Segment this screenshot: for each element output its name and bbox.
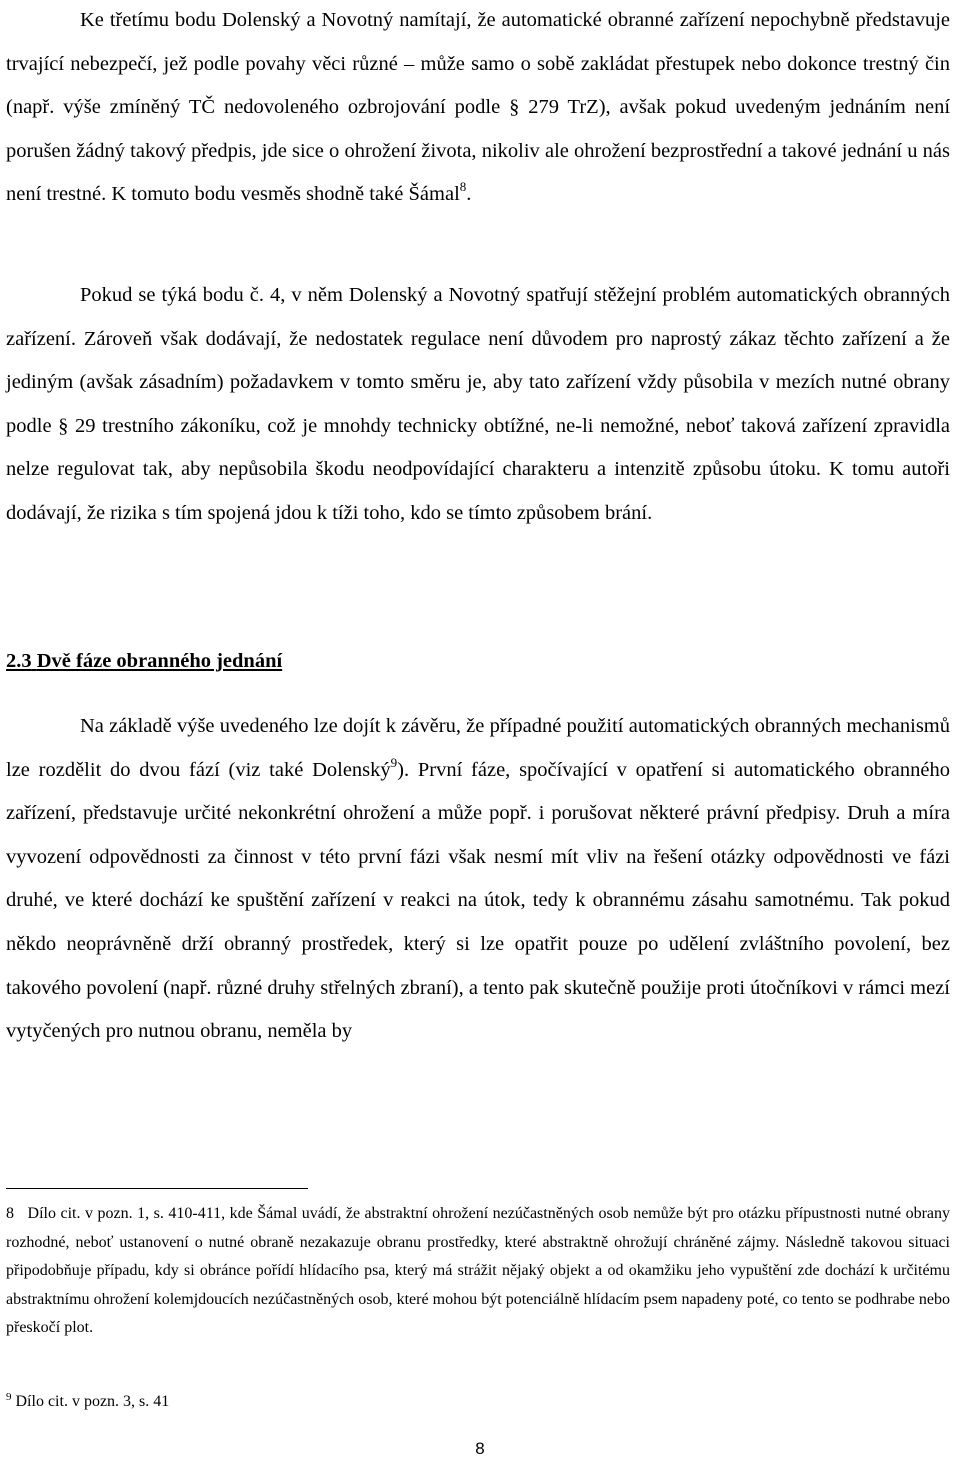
paragraph-1-text-b: 279 TrZ), avšak pokud uvedeným jednáním není porušen žádný takový předpis, jde sice o ohrožení života, nikoliv ale ohrožení bezprostřední a takové jednání u nás není trestné. K tomuto bodu vesměs shodně také Šámal [6,96,951,206]
section-sign-icon: § [509,96,520,119]
footnote-9-number: 9 [6,1391,12,1403]
paragraph-2-text-a: Pokud se týká bodu č. 4, v něm Dolenský a Novotný spatřují stěžejní problém automatických obranných zařízení. Zároveň však dodávají, že nedostatek regulace není důvodem pro naprostý zákaz těchto zařízení a že jediným (avšak zásadním) požadavkem v tomto směru je, aby tato zařízení vždy působila v mezích nutné obrany podle [6,284,950,437]
footnote-9 [6,1388,950,1417]
footnote-8-number: 8 [6,1205,14,1222]
paragraph-2 [6,274,950,536]
paragraph-1-end: . [466,183,472,206]
footnote-8-text: Dílo cit. v pozn. 1, s. 410-411, kde Šámal uvádí, že abstraktní ohrožení nezúčastněných osob nemůže být pro otázku přípustnosti nutné obrany rozhodné, neboť ustanovení o nutné obraně nezakazuje obranu prostředky, které abstraktně ohrožují chráněné zájmy. Následně takovou situaci připodobňuje případu, kdy si obránce pořídí hlídacího psa, který má strážit nějaký objekt a od okamžiku jeho vypuštění zde dochází k určitému abstraktnímu ohrožení kolemjdoucích nezúčastněných osob, které mohou být potenciálně hlídacím psem napadeny poté, co tento se podhrabe nebo přeskočí plot. [6,1205,950,1337]
paragraph-3-text-b: ). První fáze, spočívající v opatření si automatického obranného zařízení, představuje určité nekonkrétní ohrožení a může popř. i porušovat některé právní předpisy. Druh a míra vyvození odpovědnosti za činnost v této první fázi však nesmí mít vliv na řešení otázky odpovědnosti ve fázi druhé, ve které dochází ke spuštění zařízení v reakci na útok, tedy k obrannému zásahu samotnému. Tak pokud někdo neoprávněně drží obranný prostředek, který si lze opatřit pouze po udělení zvláštního povolení, bez takového povolení (např. různé druhy střelných zbraní), a tento pak skutečně použije proti útočníkovi v rámci mezí vytyčených pro nutnou obranu, neměla by [6,758,950,1043]
footnote-ref-8[interactable]: 8 [459,179,467,195]
footnote-8 [6,1200,950,1343]
page-number: 8 [475,1439,485,1458]
section-heading-title: Dvě fáze obranného jednání [36,650,283,672]
section-sign-icon: § [58,414,69,437]
paragraph-3 [6,705,950,1054]
footnote-9-text: Dílo cit. v pozn. 3, s. 41 [15,1393,170,1410]
paragraph-3-text-a: Na základě výše uvedeného lze dojít k závěru, že případné použití automatických obranných mechanismů lze rozdělit do dvou fází (viz také Dolenský [6,715,950,781]
paragraph-2-text-b: 29 trestního zákoníku, což je mnohdy technicky obtížné, ne-li nemožné, neboť taková zařízení zpravidla nelze regulovat tak, aby nepůsobila škodu neodpovídající charakteru a intenzitě způsobu útoku. K tomu autoři dodávají, že rizika s tím spojená jdou k tíži toho, kdo se tímto způsobem brání. [6,414,951,524]
footnote-separator [6,1188,308,1189]
section-heading [6,646,282,676]
paragraph-1-text-a: Ke třetímu bodu Dolenský a Novotný namítají, že automatické obranné zařízení nepochybně představuje trvající nebezpečí, jež podle povahy věci různé – může samo o sobě zakládat přestupek nebo dokonce trestný čin (např. výše zmíněný TČ nedovoleného ozbrojování podle [6,9,950,119]
footnote-ref-9[interactable]: 9 [390,754,398,770]
paragraph-1 [6,0,950,217]
section-heading-number: 2.3 [6,650,32,672]
